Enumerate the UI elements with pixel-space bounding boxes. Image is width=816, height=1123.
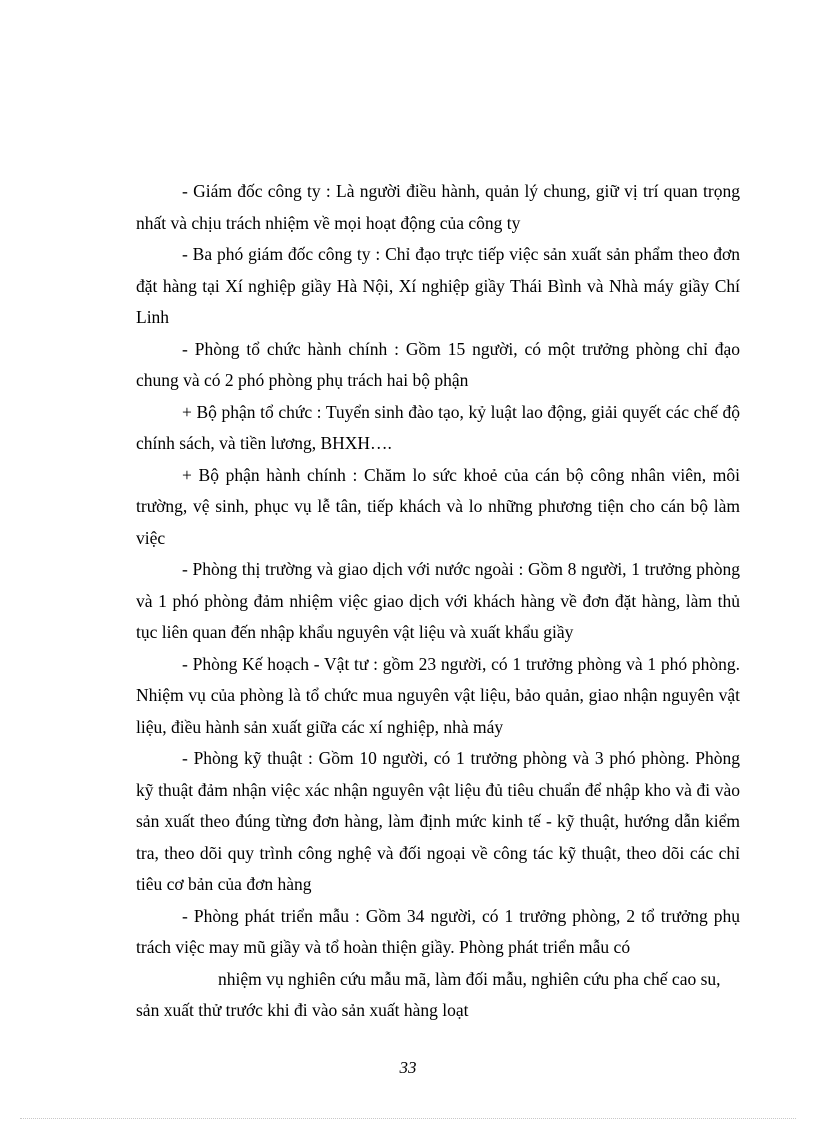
paragraph-phong-to-chuc-hanh-chinh: - Phòng tổ chức hành chính : Gồm 15 người, có một trưởng phòng chỉ đạo chung và có 2 phó phòng phụ trách hai bộ phận: [136, 338, 740, 390]
body-text: [136, 176, 740, 1027]
paragraph-line-indented: nhiệm vụ nghiên cứu mẫu mã, làm đối mẫu, nghiên cứu pha chế cao su,: [218, 968, 721, 989]
page-bottom-divider: [20, 1118, 796, 1119]
paragraph-giam-doc: - Giám đốc công ty : Là người điều hành, quản lý chung, giữ vị trí quan trọng nhất và chịu trách nhiệm về mọi hoạt động của công ty: [136, 181, 740, 233]
paragraph-phong-ke-hoach: - Phòng Kế hoạch - Vật tư : gồm 23 người, có 1 trưởng phòng và 1 phó phòng. Nhiệm vụ của phòng là tổ chức mua nguyên vật liệu, bảo quản, giao nhận nguyên vật liệu, điều hành sản xuất giữa các xí nghiệp, nhà máy: [136, 653, 740, 737]
paragraph-bo-phan-to-chuc: + Bộ phận tổ chức : Tuyển sinh đào tạo, kỷ luật lao động, giải quyết các chế độ chính sách, và tiền lương, BHXH….: [136, 401, 740, 453]
paragraph-phong-ky-thuat: - Phòng kỹ thuật : Gồm 10 người, có 1 trưởng phòng và 3 phó phòng. Phòng kỹ thuật đảm nhận việc xác nhận nguyên vật liệu đủ tiêu chuẩn để nhập kho và đi vào sản xuất theo đúng từng đơn hàng, làm định mức kinh tế - kỹ thuật, hướng dẫn kiểm tra, theo dõi quy trình công nghệ và đối ngoại về công tác kỹ thuật, theo dõi các chỉ tiêu cơ bản của đơn hàng: [136, 748, 740, 894]
paragraph-phong-phat-trien-mau: [136, 901, 740, 1027]
paragraph-phong-thi-truong: - Phòng thị trường và giao dịch với nước ngoài : Gồm 8 người, 1 trưởng phòng và 1 phó phòng đảm nhiệm việc giao dịch với khách hàng về đơn đặt hàng, làm thủ tục liên quan đến nhập khẩu nguyên vật liệu và xuất khẩu giầy: [136, 559, 740, 642]
paragraph-pho-giam-doc: - Ba phó giám đốc công ty : Chỉ đạo trực tiếp việc sản xuất sản phẩm theo đơn đặt hàng tại Xí nghiệp giầy Hà Nội, Xí nghiệp giầy Thái Bình và Nhà máy giầy Chí Linh: [136, 244, 740, 327]
paragraph-line: - Phòng phát triển mẫu : Gồm 34 người, có 1 trưởng phòng, 2 tổ trưởng phụ trách việc may mũ giầy và tổ hoàn thiện giầy. Phòng phát triển mẫu có: [136, 905, 740, 957]
paragraph-bo-phan-hanh-chinh: + Bộ phận hành chính : Chăm lo sức khoẻ của cán bộ công nhân viên, môi trường, vệ sinh, phục vụ lễ tân, tiếp khách và lo những phương tiện cho cán bộ làm việc: [136, 464, 740, 548]
paragraph-line: sản xuất thử trước khi đi vào sản xuất hàng loạt: [136, 1000, 469, 1020]
page-number: 33: [399, 1058, 417, 1077]
